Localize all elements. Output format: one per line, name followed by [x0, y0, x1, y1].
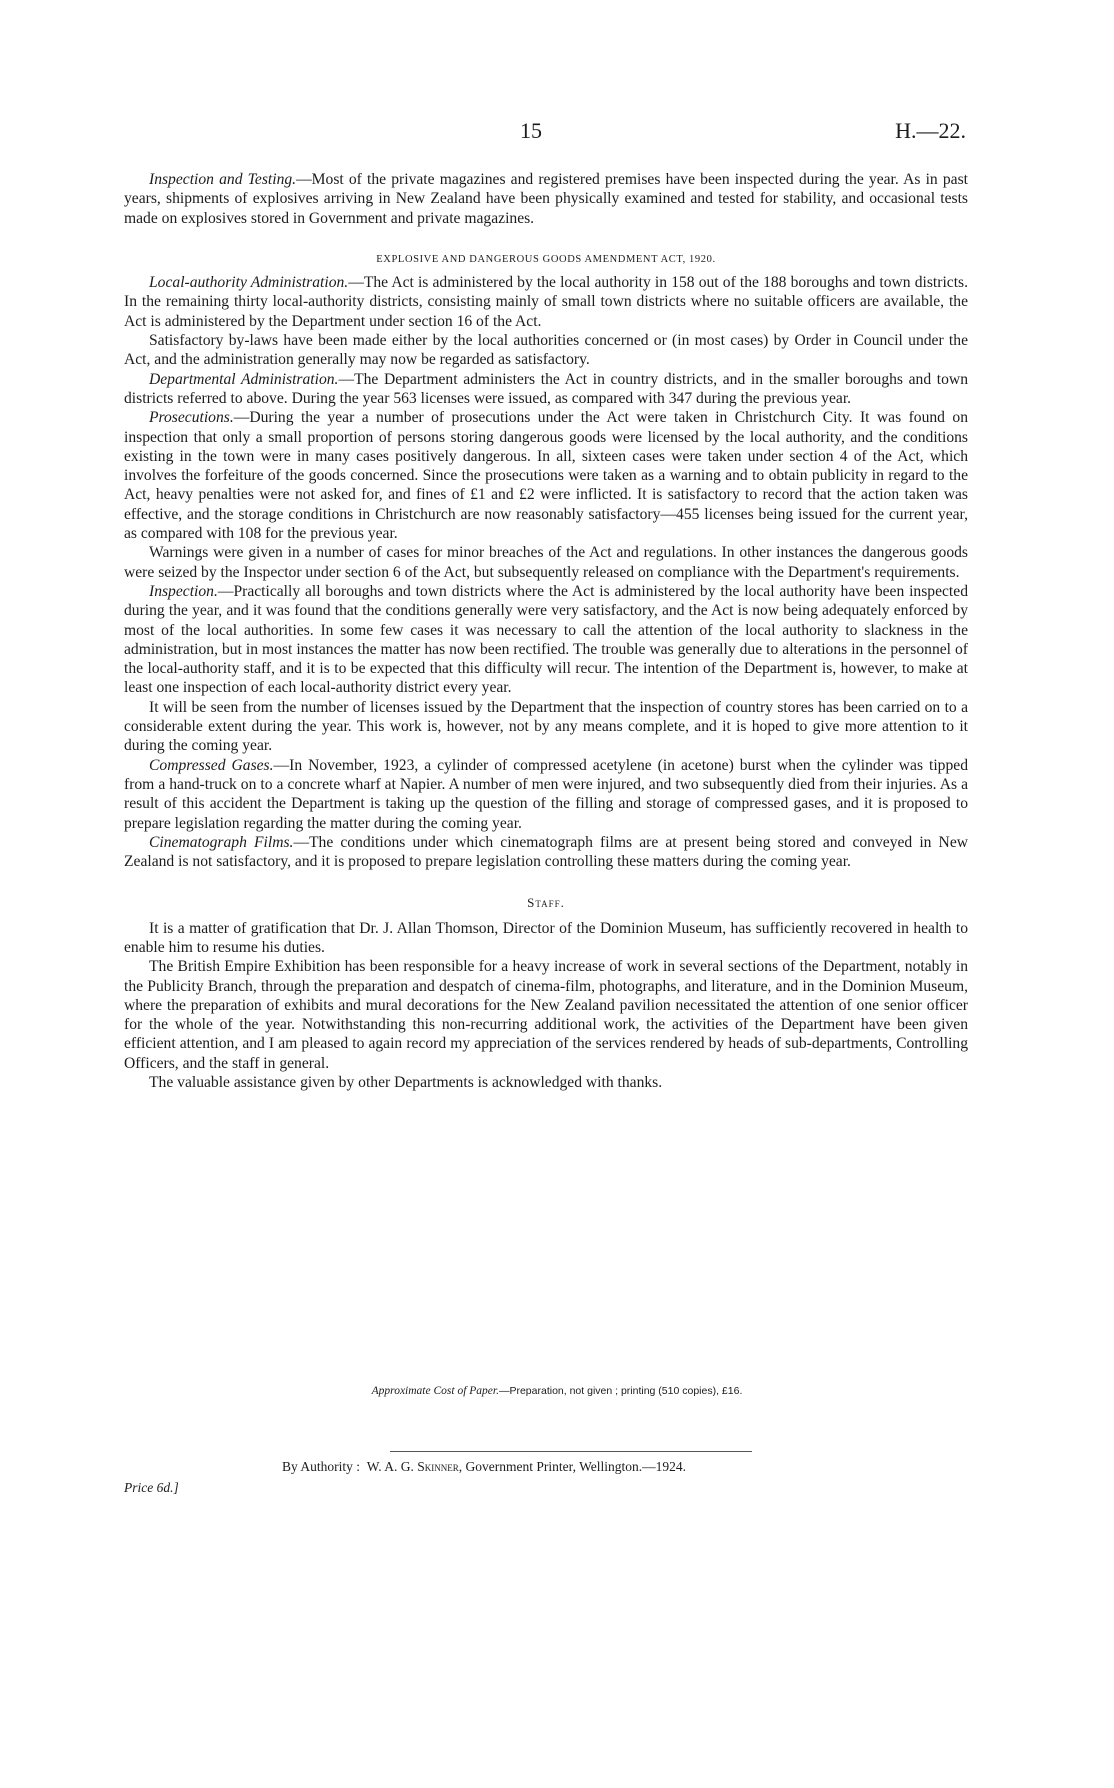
paragraph-text: It will be seen from the number of licenses issued by the Department that the inspection of country stores has been carried on to a considerable extent during the year. This work is, however, not by any means complete, and it is hoped to give more attention to it during the coming year. — [124, 698, 968, 755]
cost-of-paper — [0, 1385, 1114, 1397]
section-b — [124, 273, 968, 871]
paragraph — [124, 543, 968, 582]
paragraph-title: Departmental Administration. — [149, 370, 339, 388]
paragraph-title: Local-authority Administration. — [149, 274, 349, 292]
printer-name: W. A. G. Skinner — [366, 1459, 459, 1474]
paragraph-text: Satisfactory by-laws have been made either by the local authorities concerned or (in most cases) by Order in Council under the Act, and the administration generally may now be regarded as satisfactory. — [124, 332, 968, 369]
paragraph-text: —Most of the private magazines and registered premises have been inspected during the year. As in past years, shipments of explosives arriving in New Zealand have been physically examined and tested for stability, and occasional tests made on explosives stored in Government and private magazines. — [124, 171, 968, 227]
paragraph-text: The British Empire Exhibition has been responsible for a heavy increase of work in several sections of the Department, notably in the Publicity Branch, through the preparation and despatch of cinema-film, photographs, and literature, and in the Dominion Museum, where the preparation of exhibits and mural decorations for the New Zealand pavilion necessitated the attention of one senior officer for the whole of the year. Notwithstanding this non-recurring additional work, the activities of the Department have been given efficient attention, and I am pleased to again record my appreciation of the services rendered by heads of sub-departments, Controlling Officers, and the staff in general. — [124, 958, 968, 1072]
paragraph — [124, 919, 968, 958]
act-heading: EXPLOSIVE AND DANGEROUS GOODS AMENDMENT ACT, 1920. — [376, 253, 716, 265]
paragraph — [124, 582, 968, 698]
paragraph-text: —During the year a number of prosecutions under the Act were taken in Christchurch City. It was found on inspection that only a small proportion of persons storing dangerous goods were licensed by the local authority, and the conditions existing in the town were in many cases positively dangerous. In all, sixteen cases were taken under section 4 of the Act, which involves the forfeiture of the goods concerned. Since the prosecutions were taken as a warning and to obtain publicity in regard to the Act, heavy penalties were not asked for, and fines of £1 and £2 were inflicted. It is satisfactory to record that the action taken was effective, and the storage conditions in Christchurch are now reasonably satisfactory—455 licenses being issued for the current year, as compared with 108 for the previous year. — [124, 409, 968, 543]
paragraph — [124, 370, 968, 409]
authority-prefix: By Authority : — [282, 1459, 361, 1474]
paragraph-text: —The Department administers the Act in country districts, and in the smaller boroughs and town districts referred to above. During the year 563 licenses were issued, as compared with 347 during the previous year. — [124, 370, 968, 407]
paragraph — [124, 170, 968, 228]
paragraph-title: Inspection and Testing. — [149, 171, 297, 188]
body-text — [124, 170, 968, 1092]
paragraph-text: —Practically all boroughs and town districts where the Act is administered by the local authority have been inspected during the year, and it was found that the conditions generally were very satisfactory, and the Act is now being adequately enforced by most of the local authorities. In some few cases it was necessary to call the attention of the local authority to slackness in the administration, but in most instances the matter has now been rectified. The trouble was generally due to alterations in the personnel of the local-authority staff, and it is to be expected that this difficulty will recur. The intention of the Department is, however, to make at least one inspection of each local-authority district every year. — [124, 582, 968, 697]
paragraph — [124, 1073, 968, 1092]
authority-suffix: , Government Printer, Wellington.—1924. — [458, 1459, 687, 1474]
cost-title: Approximate Cost of Paper. — [371, 1385, 499, 1397]
paragraph-text: —The Act is administered by the local authority in 158 out of the 188 boroughs and town districts. In the remaining thirty local-authority districts, consisting mainly of small town districts where no suitable officers are available, the Act is administered by the Department under section 16 of the Act. — [124, 274, 968, 330]
paragraph-text: —The conditions under which cinematograph films are at present being stored and conveyed in New Zealand is not satisfactory, and it is proposed to prepare legislation controlling these matters during the coming year. — [124, 833, 969, 871]
paragraph — [124, 331, 968, 370]
paragraph-text: Warnings were given in a number of cases for minor breaches of the Act and regulations. In other instances the dangerous goods were seized by the Inspector under section 6 of the Act, but subsequently released on compliance with the Department's requirements. — [124, 544, 968, 581]
paragraph — [124, 273, 968, 331]
paragraph — [124, 957, 968, 1073]
paragraph — [124, 408, 968, 543]
footer-rule — [390, 1451, 752, 1452]
paragraph — [124, 756, 968, 833]
paragraph-text: The valuable assistance given by other Departments is acknowledged with thanks. — [149, 1074, 663, 1092]
document-reference: H.—22. — [895, 118, 966, 143]
section-c — [124, 919, 968, 1093]
authority-line — [282, 1459, 686, 1475]
section-a — [124, 170, 968, 228]
page-number: 15 — [520, 118, 542, 143]
cost-text: —Preparation, not given ; printing (510 copies), £16. — [498, 1385, 743, 1397]
paragraph-title: Compressed Gases. — [149, 756, 274, 774]
paragraph-title: Inspection. — [149, 582, 218, 600]
paragraph — [124, 833, 968, 872]
paragraph-text: It is a matter of gratification that Dr. J. Allan Thomson, Director of the Dominion Museum, has sufficiently recovered in health to enable him to resume his duties. — [124, 919, 968, 956]
paragraph — [124, 698, 968, 756]
staff-heading: Staff. — [527, 895, 565, 911]
price: Price 6d.] — [124, 1480, 179, 1495]
paragraph-title: Prosecutions. — [149, 409, 234, 427]
paragraph-title: Cinematograph Films. — [149, 833, 294, 851]
paragraph-text: —In November, 1923, a cylinder of compressed acetylene (in acetone) burst when the cylinder was tipped from a hand-truck on to a concrete wharf at Napier. A number of men were injured, and two subsequently died from their injuries. As a result of this accident the Department is taking up the question of the filling and storage of compressed gases, and it is proposed to prepare legislation regarding the matter during the coming year. — [124, 756, 968, 832]
